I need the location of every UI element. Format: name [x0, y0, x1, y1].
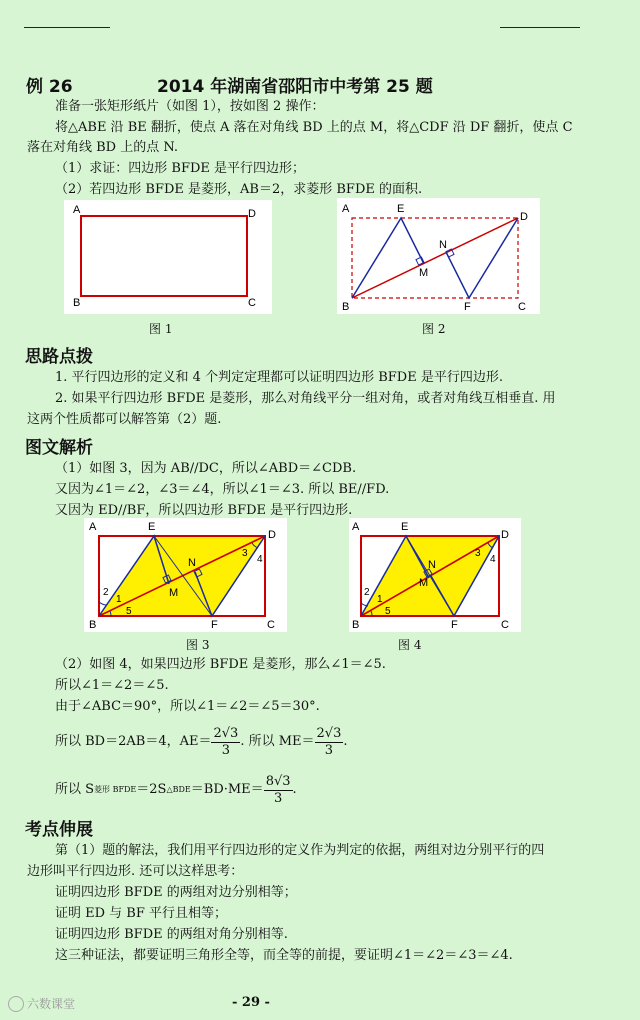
- rectangle-abcd: [81, 216, 247, 296]
- fraction-ae-numerator: 2√3: [213, 725, 239, 741]
- figure-3-svg: [84, 518, 287, 632]
- label-f: F: [451, 619, 458, 631]
- label-m: M: [419, 267, 429, 279]
- label-e: E: [397, 203, 405, 215]
- extension-line-5: 证明四边形 BFDE 的两组对角分别相等.: [55, 927, 288, 942]
- fold-cdf: [446, 218, 518, 298]
- problem-line-3: 落在对角线 BD 上的点 N.: [27, 140, 179, 155]
- part2-line-4: [55, 722, 347, 762]
- hint-line-3: 这两个性质都可以解答第（2）题.: [27, 412, 222, 427]
- figure-1: [64, 200, 272, 314]
- part2-line-1: （2）如图 4，如果四边形 BFDE 是菱形，那么∠1＝∠5.: [55, 657, 386, 672]
- problem-line-2: 将△ABE 沿 BE 翻折，使点 A 落在对角线 BD 上的点 M，将△CDF 沿 DF 翻折，使点 C: [55, 120, 573, 135]
- label-c: C: [518, 301, 526, 313]
- part2-line-4-text-a: 所以 BD＝2AB＝4，AE＝: [55, 734, 212, 749]
- angle-label-3: 3: [475, 548, 481, 559]
- solution-line-3: 又因为 ED//BF，所以四边形 BFDE 是平行四边形.: [55, 503, 353, 518]
- part2-line-4-text-b: . 所以 ME＝: [240, 734, 315, 749]
- angle-label-2: 2: [103, 587, 109, 598]
- angle-arc-2: [99, 602, 106, 605]
- problem-line-1: 准备一张矩形纸片（如图 1），按如图 2 操作：: [55, 99, 325, 114]
- fraction-me: [315, 726, 344, 759]
- angle-label-1: 1: [377, 594, 383, 605]
- label-b: B: [73, 297, 81, 309]
- figure-2: [337, 198, 540, 314]
- extension-line-6: 这三种证法，都要证明三角形全等，而全等的前提，要证明∠1＝∠2＝∠3＝∠4.: [55, 948, 513, 963]
- label-b: B: [352, 619, 360, 631]
- angle-label-4: 4: [257, 554, 263, 565]
- problem-line-4: （1）求证：四边形 BFDE 是平行四边形；: [55, 161, 306, 176]
- label-n: N: [188, 557, 196, 569]
- label-m: M: [419, 577, 429, 589]
- figure-1-svg: [64, 200, 272, 314]
- label-m: M: [169, 587, 179, 599]
- angle-label-5: 5: [126, 606, 132, 617]
- problem-line-5: （2）若四边形 BFDE 是菱形，AB＝2，求菱形 BFDE 的面积.: [55, 182, 423, 197]
- fraction-ae-denominator: 3: [221, 742, 231, 758]
- figure-2-caption: 图 2: [422, 322, 446, 336]
- angle-label-1: 1: [116, 594, 122, 605]
- label-n: N: [439, 239, 447, 251]
- label-d: D: [268, 529, 276, 541]
- part2-line-4-text-c: .: [343, 734, 348, 749]
- label-d: D: [520, 211, 528, 223]
- part2-line-3: 由于∠ABC＝90°，所以∠1＝∠2＝∠5＝30°.: [55, 699, 320, 714]
- figure-2-svg: [337, 198, 540, 314]
- label-f: F: [464, 301, 471, 313]
- label-a: A: [89, 521, 97, 533]
- label-f: F: [211, 619, 218, 631]
- figure-4-caption: 图 4: [398, 638, 422, 652]
- header-rule-right: [500, 27, 580, 28]
- watermark-icon: [8, 996, 24, 1012]
- fraction-me-numerator: 2√3: [316, 725, 342, 741]
- extension-line-1: 第（1）题的解法，我们用平行四边形的定义作为判定的依据，两组对边分别平行的四: [55, 843, 545, 858]
- extension-line-2: 边形叫平行四边形. 还可以这样思考：: [27, 864, 244, 879]
- part2-line-5-text-b: ＝2S: [136, 782, 167, 797]
- angle-label-3: 3: [242, 548, 248, 559]
- label-e: E: [401, 521, 409, 533]
- label-n: N: [428, 559, 436, 571]
- extension-line-3: 证明四边形 BFDE 的两组对边分别相等；: [55, 885, 297, 900]
- page-number: - 29 -: [232, 995, 270, 1010]
- figure-3-caption: 图 3: [186, 638, 210, 652]
- label-e: E: [148, 521, 156, 533]
- label-c: C: [501, 619, 509, 631]
- section-heading-solution: 图文解析: [25, 438, 93, 458]
- fraction-area: [264, 774, 293, 807]
- hint-line-2: 2. 如果平行四边形 BFDE 是菱形，那么对角线平分一组对角，或者对角线互相垂直. 用: [55, 391, 556, 406]
- fraction-area-denominator: 3: [273, 790, 283, 806]
- fold-abe: [352, 218, 424, 298]
- fraction-area-numerator: 8√3: [265, 773, 291, 789]
- part2-line-5-sub-2: △BDE: [166, 785, 191, 794]
- solution-line-2: 又因为∠1＝∠2，∠3＝∠4，所以∠1＝∠3. 所以 BE//FD.: [55, 482, 390, 497]
- label-d: D: [501, 529, 509, 541]
- header-rule-left: [24, 27, 110, 28]
- angle-label-5: 5: [385, 606, 391, 617]
- part2-line-5-sub-1: 菱形 BFDE: [94, 785, 137, 794]
- solution-line-1: （1）如图 3，因为 AB//DC，所以∠ABD＝∠CDB.: [55, 461, 357, 476]
- angle-label-4: 4: [490, 554, 496, 565]
- fraction-me-denominator: 3: [324, 742, 334, 758]
- angle-label-2: 2: [364, 587, 370, 598]
- part2-line-5-text-c: ＝BD·ME＝: [190, 782, 264, 797]
- label-a: A: [352, 521, 360, 533]
- problem-title: 2014 年湖南省邵阳市中考第 25 题: [157, 77, 433, 97]
- hint-line-1: 1. 平行四边形的定义和 4 个判定定理都可以证明四边形 BFDE 是平行四边形.: [55, 370, 503, 385]
- figure-3: [84, 518, 287, 632]
- figure-1-caption: 图 1: [149, 322, 173, 336]
- label-c: C: [248, 297, 256, 309]
- extension-line-4: 证明 ED 与 BF 平行且相等；: [55, 906, 228, 921]
- label-a: A: [73, 204, 81, 216]
- part2-line-5: [55, 770, 297, 810]
- figure-4: [349, 518, 521, 632]
- label-b: B: [89, 619, 97, 631]
- part2-line-5-text-a: 所以 S: [55, 782, 95, 797]
- label-c: C: [267, 619, 275, 631]
- label-d: D: [248, 208, 256, 220]
- example-number: 例 26: [26, 77, 73, 97]
- fraction-ae: [211, 726, 240, 759]
- part2-line-5-text-d: .: [292, 782, 297, 797]
- figure-4-svg: [349, 518, 521, 632]
- label-b: B: [342, 301, 350, 313]
- label-a: A: [342, 203, 350, 215]
- section-heading-hints: 思路点拨: [25, 347, 93, 367]
- part2-line-2: 所以∠1＝∠2＝∠5.: [55, 678, 169, 693]
- watermark-text: 六数课堂: [27, 997, 76, 1011]
- section-heading-extension: 考点伸展: [25, 820, 93, 840]
- watermark: [8, 995, 75, 1012]
